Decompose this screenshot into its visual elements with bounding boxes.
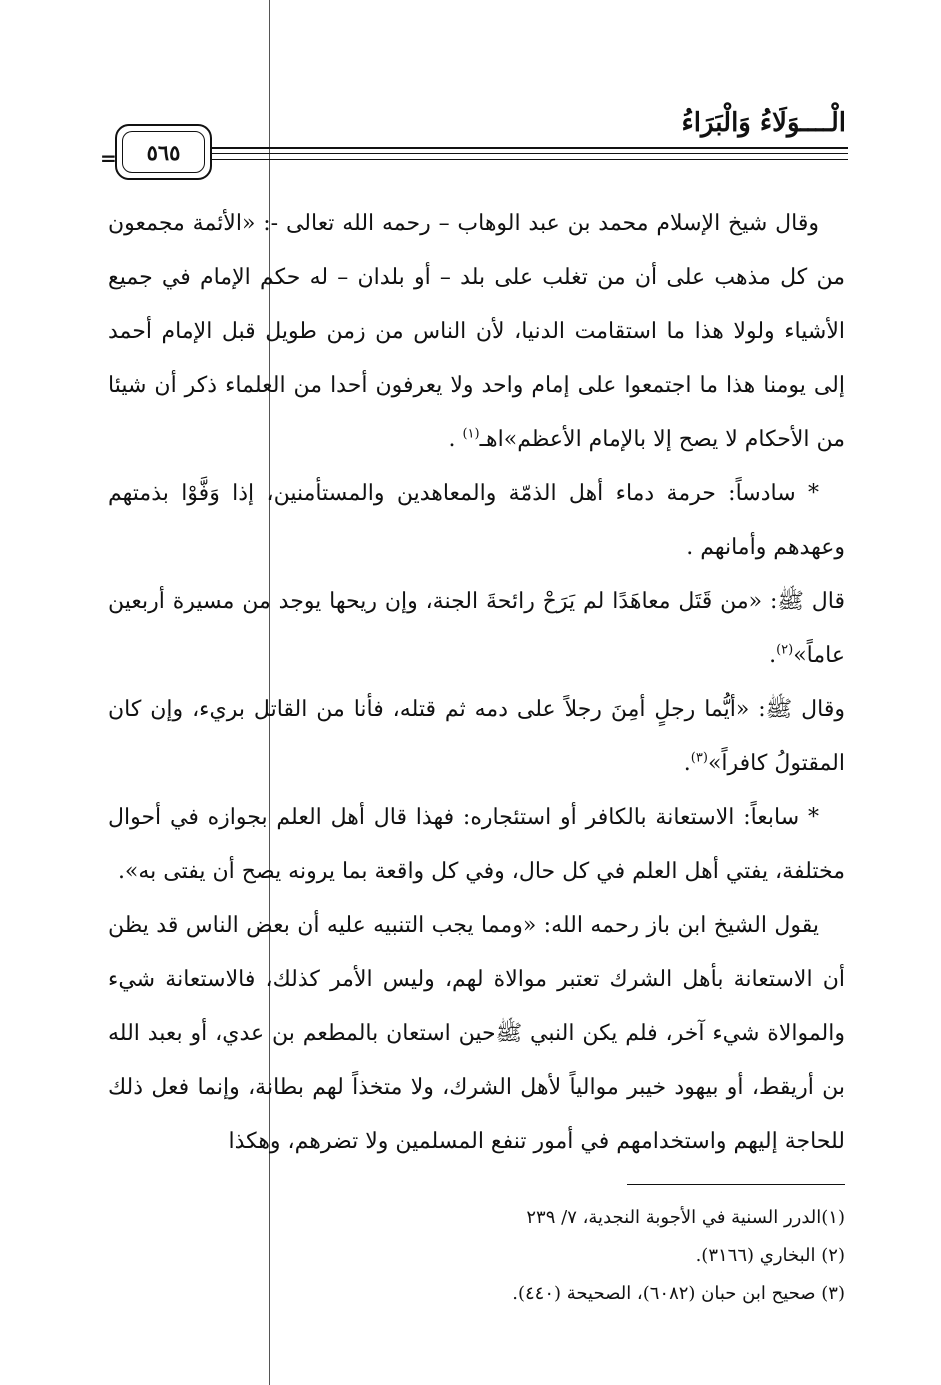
paragraph: قال ﷺ: «من قَتَل معاهَدًا لم يَرَحْ رائحةَ الجنة، وإن ريحها يوجد من مسيرة أربعين عاماً»$^{(٢)}$. <box>108 589 845 668</box>
paragraph: * سادساً: حرمة دماء أهل الذمّة والمعاهدين والمستأمنين، إذا وَفَّوْا بذمتهم وعهدهم وأمانهم . <box>108 481 845 560</box>
footnote-ref: (٢) <box>776 642 794 658</box>
footnote: (٣) صحيح ابن حبان (٦٠٨٢)، الصحيحة (٤٤٠). <box>512 1283 845 1304</box>
paragraph: وقال ﷺ: «أيُّما رجلٍ أمِنَ رجلاً على دمه ثم قتله، فأنا من القاتل بريء، وإن كان المقتولُ كافراً»$^{(٣)}$. <box>108 697 845 776</box>
page-number-mark: = <box>100 146 117 170</box>
running-header-title: الْــــوَلَاءُ وَالْبَرَاءُ <box>681 108 846 138</box>
paragraph: وقال شيخ الإسلام محمد بن عبد الوهاب – رحمه الله تعالى -: «الأئمة مجمعون من كل مذهب على أن من تغلب على بلد – أو بلدان – له حكم الإمام في جميع الأشياء ولولا هذا ما استقامت الدنيا، لأن الناس من زمن طويل قبل الإمام أحمد إلى يومنا هذا ما اجتمعوا على إمام واحد ولا يعرفون أحدا من العلماء ذكر أن شيئا من الأحكام لا يصح إلا بالإمام الأعظم»اهـ$^{(١)}$ . <box>108 211 845 452</box>
header-rule <box>212 159 848 160</box>
footnote-ref: (٣) <box>690 750 708 766</box>
footnote-ref: (١) <box>462 426 480 442</box>
footnotes <box>108 1199 845 1313</box>
footnote-separator <box>627 1184 845 1185</box>
footnote: (١)الدرر السنية في الأجوبة النجدية، ٧/ ٢٣٩ <box>526 1207 845 1228</box>
page-number: ٥٦٥ <box>122 131 205 173</box>
footnote: (٢) البخاري (٣١٦٦). <box>695 1245 845 1266</box>
page-number-frame <box>115 124 212 180</box>
main-text <box>108 197 845 1169</box>
paragraph: يقول الشيخ ابن باز رحمه الله: «ومما يجب التنبيه عليه أن بعض الناس قد يظن أن الاستعانة بأهل الشرك تعتبر موالاة لهم، وليس الأمر كذلك، فالاستعانة شيء والموالاة شيء آخر، فلم يكن النبي ﷺحين استعان بالمطعم بن عدي، أو بعبد الله بن أريقط، أو بيهود خيبر موالياً لأهل الشرك، ولا متخذاً لهم بطانة، وإنما فعل ذلك للحاجة إليهم واستخدامهم في أمور تنفع المسلمين ولا تضرهم، وهكذا <box>108 913 845 1154</box>
header-rule <box>212 153 848 154</box>
header-rule <box>212 147 848 149</box>
paragraph: * سابعاً: الاستعانة بالكافر أو استئجاره: فهذا قال أهل العلم بجوازه في أحوال مختلفة، يفتي أهل العلم في كل حال، وفي كل واقعة بما يرونه يصح أن يفتى به». <box>108 805 845 884</box>
